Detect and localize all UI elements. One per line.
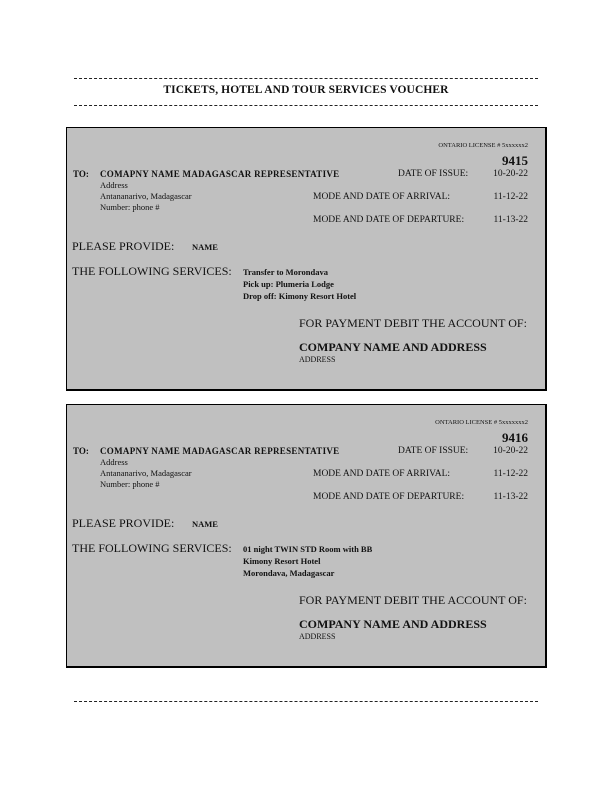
departure-date: 11-13-22 [493, 492, 528, 502]
license-number: ONTARIO LICENSE # 5xxxxxx2 [438, 142, 528, 149]
to-label: TO: [73, 169, 89, 179]
issue-date-label: DATE OF ISSUE: [398, 169, 469, 179]
provide-value: NAME [192, 242, 218, 252]
service-line: Kimony Resort Hotel [243, 556, 321, 566]
bottom-divider [74, 701, 538, 702]
arrival-date: 11-12-22 [493, 469, 528, 479]
issue-date-label: DATE OF ISSUE: [398, 446, 469, 456]
issue-date: 10-20-22 [493, 446, 528, 456]
service-line: Morondava, Madagascar [243, 568, 335, 578]
services-label: THE FOLLOWING SERVICES: [72, 541, 232, 555]
company-address: ADDRESS [299, 355, 336, 364]
departure-label: MODE AND DATE OF DEPARTURE: [313, 492, 465, 502]
page-title: TICKETS, HOTEL AND TOUR SERVICES VOUCHER [163, 84, 449, 96]
voucher-card [66, 404, 547, 668]
company-name: COMPANY NAME AND ADDRESS [299, 617, 487, 631]
voucher-number: 9416 [502, 430, 528, 445]
company-address: ADDRESS [299, 632, 336, 641]
recipient-city: Antananarivo, Madagascar [100, 191, 192, 201]
service-line: 01 night TWIN STD Room with BB [243, 544, 373, 554]
provide-label: PLEASE PROVIDE: [72, 516, 175, 530]
arrival-date: 11-12-22 [493, 192, 528, 202]
payment-label: FOR PAYMENT DEBIT THE ACCOUNT OF: [299, 316, 527, 330]
departure-date: 11-13-22 [493, 215, 528, 225]
services-label: THE FOLLOWING SERVICES: [72, 264, 232, 278]
top-divider [74, 78, 538, 79]
recipient-name: COMAPNY NAME MADAGASCAR REPRESENTATIVE [100, 169, 340, 179]
title-divider [74, 105, 538, 106]
provide-value: NAME [192, 519, 218, 529]
to-label: TO: [73, 446, 89, 456]
recipient-city: Antananarivo, Madagascar [100, 468, 192, 478]
arrival-label: MODE AND DATE OF ARRIVAL: [313, 192, 451, 202]
recipient-name: COMAPNY NAME MADAGASCAR REPRESENTATIVE [100, 446, 340, 456]
arrival-label: MODE AND DATE OF ARRIVAL: [313, 469, 451, 479]
license-number: ONTARIO LICENSE # 5xxxxxxx2 [435, 419, 528, 426]
recipient-phone: Number: phone # [100, 202, 160, 212]
departure-label: MODE AND DATE OF DEPARTURE: [313, 215, 465, 225]
payment-label: FOR PAYMENT DEBIT THE ACCOUNT OF: [299, 593, 527, 607]
recipient-phone: Number: phone # [100, 479, 160, 489]
recipient-address: Address [100, 457, 128, 467]
issue-date: 10-20-22 [493, 169, 528, 179]
recipient-address: Address [100, 180, 128, 190]
voucher-number: 9415 [502, 153, 528, 168]
provide-label: PLEASE PROVIDE: [72, 239, 175, 253]
voucher-card [66, 127, 547, 391]
company-name: COMPANY NAME AND ADDRESS [299, 340, 487, 354]
service-line: Drop off: Kimony Resort Hotel [243, 291, 357, 301]
service-line: Pick up: Plumeria Lodge [243, 279, 334, 289]
service-line: Transfer to Morondava [243, 267, 328, 277]
